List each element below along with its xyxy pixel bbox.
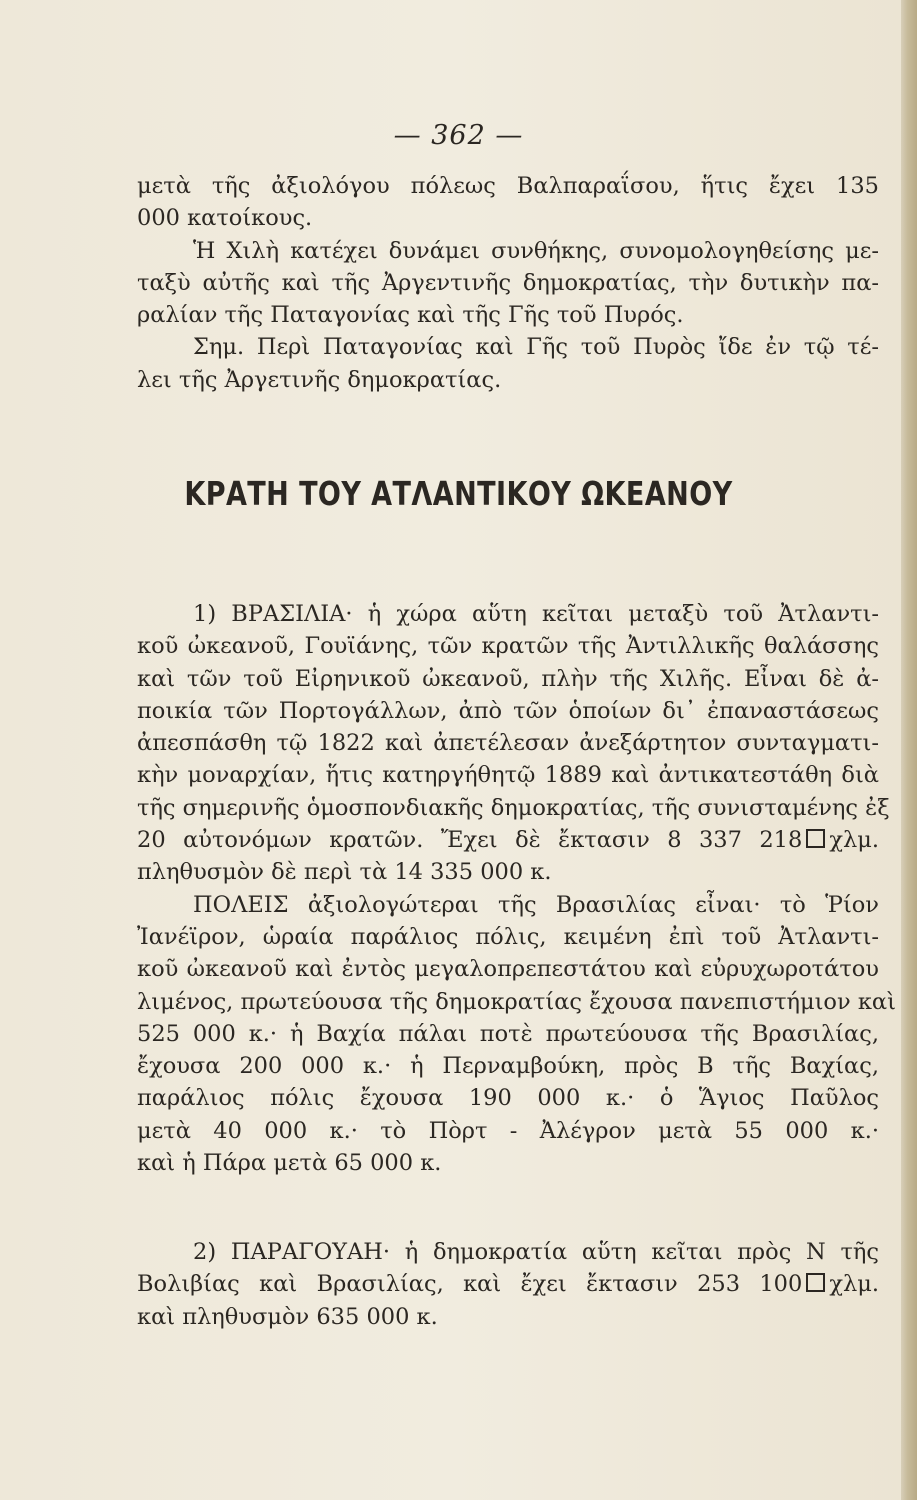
text-line: πληθυσμὸν δὲ περὶ τὰ 14 335 000 κ. xyxy=(137,859,552,886)
text-line: ΠΟΛΕΙΣ ἀξιολογώτεραι τῆς Βρασιλίας εἶναι· τὸ Ῥίον xyxy=(193,891,879,918)
text-line: 525 000 κ.· ἡ Βαχία πάλαι ποτὲ πρωτεύουσα τῆς Βρασιλίας, xyxy=(137,1020,879,1047)
text-line: καὶ πληθυσμὸν 635 000 κ. xyxy=(137,1303,438,1330)
text-line-area xyxy=(137,1268,879,1300)
text-line: κοῦ ὠκεανοῦ καὶ ἐντὸς μεγαλοπρεπεστάτου καὶ εὐρυχωροτάτου xyxy=(137,956,879,983)
text-line: κὴν μοναρχίαν, ἥτις κατηργήθητῷ 1889 καὶ ἀντικατεστάθη διὰ xyxy=(137,762,879,789)
text-line: ποικία τῶν Πορτογάλλων, ἀπὸ τῶν ὁποίων δι᾽ ἐπαναστάσεως xyxy=(137,697,879,724)
text-line: λιμένος, πρωτεύουσα τῆς δημοκρατίας ἔχουσα πανεπιστήμιον καὶ xyxy=(137,988,896,1015)
page-edge xyxy=(901,0,917,1500)
area-text: Βολιβίας καὶ Βρασιλίας, καὶ ἔχει ἔκτασιν 253 100 xyxy=(137,1271,803,1298)
text-line: καὶ ἡ Πάρα μετὰ 65 000 κ. xyxy=(137,1150,442,1177)
text-line: Ἰανέϊρον, ὡραία παράλιος πόλις, κειμένη ἐπὶ τοῦ Ἀτλαντι- xyxy=(137,923,879,950)
text-line: μετὰ τῆς ἀξιολόγου πόλεως Βαλπαραΐσου, ἥτις ἔχει 135 xyxy=(137,173,879,199)
text-line: 000 κατοίκους. xyxy=(137,205,313,232)
text-line: ἔχουσα 200 000 κ.· ἡ Περναμβούκη, πρὸς Β τῆς Βαχίας, xyxy=(137,1053,879,1080)
chile-section xyxy=(137,170,879,396)
square-unit-icon xyxy=(806,829,825,848)
text-line: τῆς σημερινῆς ὁμοσπονδιακῆς δημοκρατίας, τῆς συνισταμένης ἐξ xyxy=(137,794,890,821)
text-line: μετὰ 40 000 κ.· τὸ Πὸρτ - Ἀλέγρον μετὰ 55 000 κ.· xyxy=(137,1117,879,1144)
section-heading: ΚΡΑΤΗ ΤΟΥ ΑΤΛΑΝΤΙΚΟΥ ΩΚΕΑΝΟΥ xyxy=(184,474,733,513)
text-line: ἀπεσπάσθη τῷ 1822 καὶ ἀπετέλεσαν ἀνεξάρτητον συνταγματι- xyxy=(137,730,879,757)
paraguay-section xyxy=(137,1236,879,1333)
area-unit: χλμ. xyxy=(829,827,879,854)
text-line: καὶ τῶν τοῦ Εἰρηνικοῦ ὠκεανοῦ, πλὴν τῆς Χιλῆς. Εἶναι δὲ ἀ- xyxy=(137,665,879,692)
square-unit-icon xyxy=(806,1273,825,1292)
text-line: ταξὺ αὐτῆς καὶ τῆς Ἀργεντινῆς δημοκρατίας, τὴν δυτικὴν πα- xyxy=(137,269,879,296)
area-text: 20 αὐτονόμων κρατῶν. Ἔχει δὲ ἔκτασιν 8 337 218 xyxy=(137,827,803,854)
text-line: Σημ. Περὶ Παταγονίας καὶ Γῆς τοῦ Πυρὸς ἴδε ἐν τῷ τέ- xyxy=(193,334,879,361)
text-line: κοῦ ὠκεανοῦ, Γουϊάνης, τῶν κρατῶν τῆς Ἀντιλλικῆς θαλάσσης xyxy=(137,633,879,660)
text-line: 1) ΒΡΑΣΙΛΙΑ· ἡ χώρα αὕτη κεῖται μεταξὺ τοῦ Ἀτλαντι- xyxy=(193,601,879,627)
text-line: Ἡ Χιλὴ κατέχει δυνάμει συνθήκης, συνομολογηθείσης με- xyxy=(193,237,879,264)
text-line: ραλίαν τῆς Παταγονίας καὶ τῆς Γῆς τοῦ Πυρός. xyxy=(137,302,684,329)
brazil-section xyxy=(137,598,896,1179)
page-number: — 362 — xyxy=(393,120,524,151)
text-line: 2) ΠΑΡΑΓΟΥΑΗ· ἡ δημοκρατία αὕτη κεῖται πρὸς Ν τῆς xyxy=(193,1239,879,1265)
text-line: παράλιος πόλις ἔχουσα 190 000 κ.· ὁ Ἅγιος Παῦλος xyxy=(137,1085,879,1112)
area-unit: χλμ. xyxy=(829,1271,879,1298)
text-line-area xyxy=(137,824,879,856)
text-line: λει τῆς Ἀργετινῆς δημοκρατίας. xyxy=(137,366,502,393)
